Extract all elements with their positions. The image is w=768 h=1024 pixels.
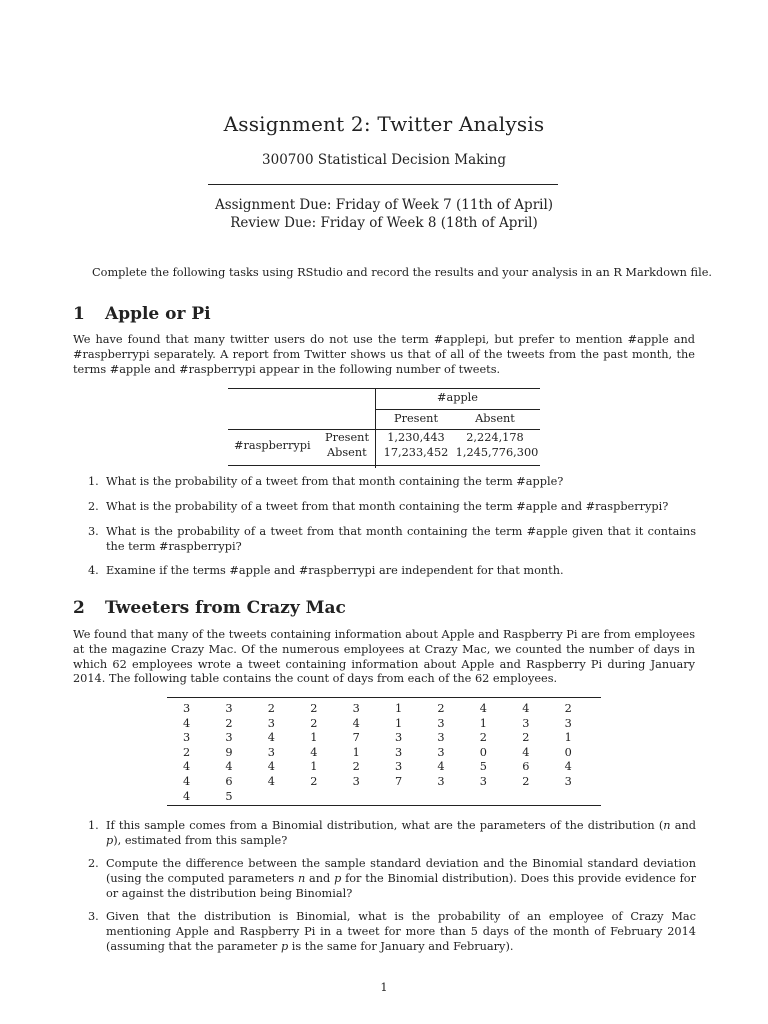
count-cell: 4	[564, 760, 572, 774]
count-cell: 3	[395, 760, 403, 774]
count-cell: 3	[352, 702, 360, 715]
count-cell: 2	[310, 702, 318, 715]
count-cell: 1	[395, 702, 403, 715]
count-cell: 2	[479, 731, 487, 745]
cell-present-absent: 2,224,178	[466, 431, 524, 444]
count-cell: 7	[395, 774, 403, 788]
count-cell: 4	[310, 745, 318, 759]
count-cell: 3	[437, 731, 445, 745]
count-cell: 4	[522, 702, 530, 715]
count-cell: 4	[183, 760, 191, 774]
count-cell: 3	[522, 716, 530, 730]
count-cell: 1	[310, 731, 318, 745]
count-cell: 4	[437, 760, 445, 774]
count-cell: 1	[564, 731, 572, 745]
count-cell: 4	[183, 789, 191, 803]
question-1-2: 2. What is the probability of a tweet from that month containing the term #apple and #raspberrypi?	[88, 500, 669, 513]
count-cell: 2	[267, 702, 275, 715]
count-cell: 3	[395, 745, 403, 759]
count-cell: 1	[479, 716, 487, 730]
table-bottom-rule	[228, 465, 540, 466]
count-cell: 3	[479, 774, 487, 788]
count-cell: 3	[564, 716, 572, 730]
section-1-number: 1	[73, 304, 85, 324]
count-cell-empty	[427, 790, 469, 805]
count-table	[167, 697, 601, 807]
count-cell: 3	[183, 702, 191, 715]
count-cell: 5	[479, 760, 487, 774]
course-subtitle: 300700 Statistical Decision Making	[262, 152, 506, 168]
count-cell: 3	[437, 745, 445, 759]
count-cell: 9	[225, 745, 233, 759]
count-cell-empty	[343, 790, 385, 805]
count-cell: 3	[225, 702, 233, 715]
count-cell: 2	[310, 716, 318, 730]
count-cell: 6	[225, 774, 233, 788]
count-cell: 4	[352, 716, 360, 730]
count-cell: 3	[183, 731, 191, 745]
page-title: Assignment 2: Twitter Analysis	[223, 112, 545, 136]
page-number: 1	[380, 981, 388, 994]
count-cell: 3	[395, 731, 403, 745]
count-cell-empty	[470, 790, 512, 805]
question-1-3: 3. What is the probability of a tweet from that month containing the term #apple given that it contains the term #raspberrypi?	[88, 525, 696, 553]
question-2-1: 1. If this sample comes from a Binomial distribution, what are the parameters of the distribution (n and p), estimated from this sample?	[88, 819, 696, 847]
question-1-1: 1. What is the probability of a tweet from that month containing the term #apple?	[88, 475, 564, 488]
section-2-paragraph: We found that many of the tweets containing information about Apple and Raspberry Pi are from employees at the magazine Crazy Mac. Of the numerous employees at Crazy Mac, we counted the number of days in which 62 employees wrote a tweet containing information about Apple and Raspberry Pi during January 2014. The following table contains the count of days from each of the 62 employees.	[73, 628, 695, 686]
title-rule	[208, 184, 558, 185]
header-rule	[228, 429, 540, 430]
count-cell: 0	[479, 745, 487, 759]
section-1-heading	[73, 304, 211, 324]
count-cell: 3	[564, 774, 572, 788]
cell-absent-present: 17,233,452	[383, 446, 449, 459]
cell-present-present: 1,230,443	[387, 431, 445, 444]
count-cell: 3	[437, 774, 445, 788]
count-cell-empty	[258, 790, 300, 805]
section-2-heading	[73, 598, 346, 618]
count-cell: 2	[522, 731, 530, 745]
count-cell: 2	[522, 774, 530, 788]
count-cell: 4	[183, 716, 191, 730]
count-cell: 0	[564, 745, 572, 759]
col-group-header: #apple	[437, 391, 478, 404]
count-cell: 4	[183, 774, 191, 788]
count-cell: 2	[225, 716, 233, 730]
count-cell: 3	[267, 745, 275, 759]
count-cell: 2	[183, 745, 191, 759]
count-cell: 2	[310, 774, 318, 788]
section-2-title: Tweeters from Crazy Mac	[105, 598, 346, 618]
column-divider	[375, 388, 376, 468]
count-cell: 4	[522, 745, 530, 759]
count-cell: 1	[310, 760, 318, 774]
count-cell-empty	[555, 790, 597, 805]
row-absent-header: Absent	[327, 446, 367, 459]
row-group-header: #raspberrypi	[234, 439, 311, 452]
count-grid	[173, 702, 597, 804]
count-cell: 2	[437, 702, 445, 715]
count-cell: 4	[267, 760, 275, 774]
intro-text: Complete the following tasks using RStudio and record the results and your analysis in an R Markdown file.	[92, 266, 712, 279]
count-cell: 4	[225, 760, 233, 774]
review-due-date: Review Due: Friday of Week 8 (18th of April)	[230, 215, 538, 231]
count-cell: 3	[437, 716, 445, 730]
assignment-due-date: Assignment Due: Friday of Week 7 (11th of April)	[214, 197, 554, 213]
count-cell-empty	[300, 790, 342, 805]
count-cell: 7	[352, 731, 360, 745]
contingency-table	[228, 388, 540, 468]
section-1-title: Apple or Pi	[105, 304, 211, 324]
count-table-bottom-rule	[167, 805, 601, 806]
question-2-2: 2. Compute the difference between the sample standard deviation and the Binomial standard deviation (using the computed parameters n and p for the Binomial distribution). Does this provide evidence for or against the distribution being Binomial?	[88, 857, 696, 900]
col-group-rule	[375, 409, 540, 410]
section-1-paragraph: We have found that many twitter users do not use the term #applepi, but prefer to mention #apple and #raspberrypi separately. A report from Twitter shows us that of all of the tweets from the past month, the terms #apple and #raspberrypi appear in the following number of tweets.	[73, 333, 695, 376]
count-cell: 1	[352, 745, 360, 759]
count-cell: 3	[352, 774, 360, 788]
row-present-header: Present	[325, 431, 369, 444]
count-cell: 5	[225, 789, 233, 803]
count-cell: 4	[267, 774, 275, 788]
count-cell: 3	[267, 716, 275, 730]
count-cell-empty	[512, 790, 554, 805]
count-cell: 6	[522, 760, 530, 774]
cell-absent-absent: 1,245,776,300	[455, 446, 539, 459]
count-table-top-rule	[167, 697, 601, 698]
question-2-3: 3. Given that the distribution is Binomial, what is the probability of an employee of Crazy Mac mentioning Apple and Raspberry Pi in a tweet for more than 5 days of the month of February 2014 (assuming that the parameter p is the same for January and February).	[88, 910, 696, 953]
table-top-rule	[228, 388, 540, 389]
count-cell: 2	[352, 760, 360, 774]
count-cell-empty	[385, 790, 427, 805]
section-2-number: 2	[73, 598, 85, 618]
count-cell: 4	[267, 731, 275, 745]
count-cell: 4	[479, 702, 487, 715]
count-cell: 3	[225, 731, 233, 745]
count-cell: 1	[395, 716, 403, 730]
question-1-4: 4. Examine if the terms #apple and #raspberrypi are independent for that month.	[88, 564, 564, 577]
count-cell: 2	[564, 702, 572, 715]
col-present-header: Present	[394, 412, 438, 425]
col-absent-header: Absent	[475, 412, 515, 425]
